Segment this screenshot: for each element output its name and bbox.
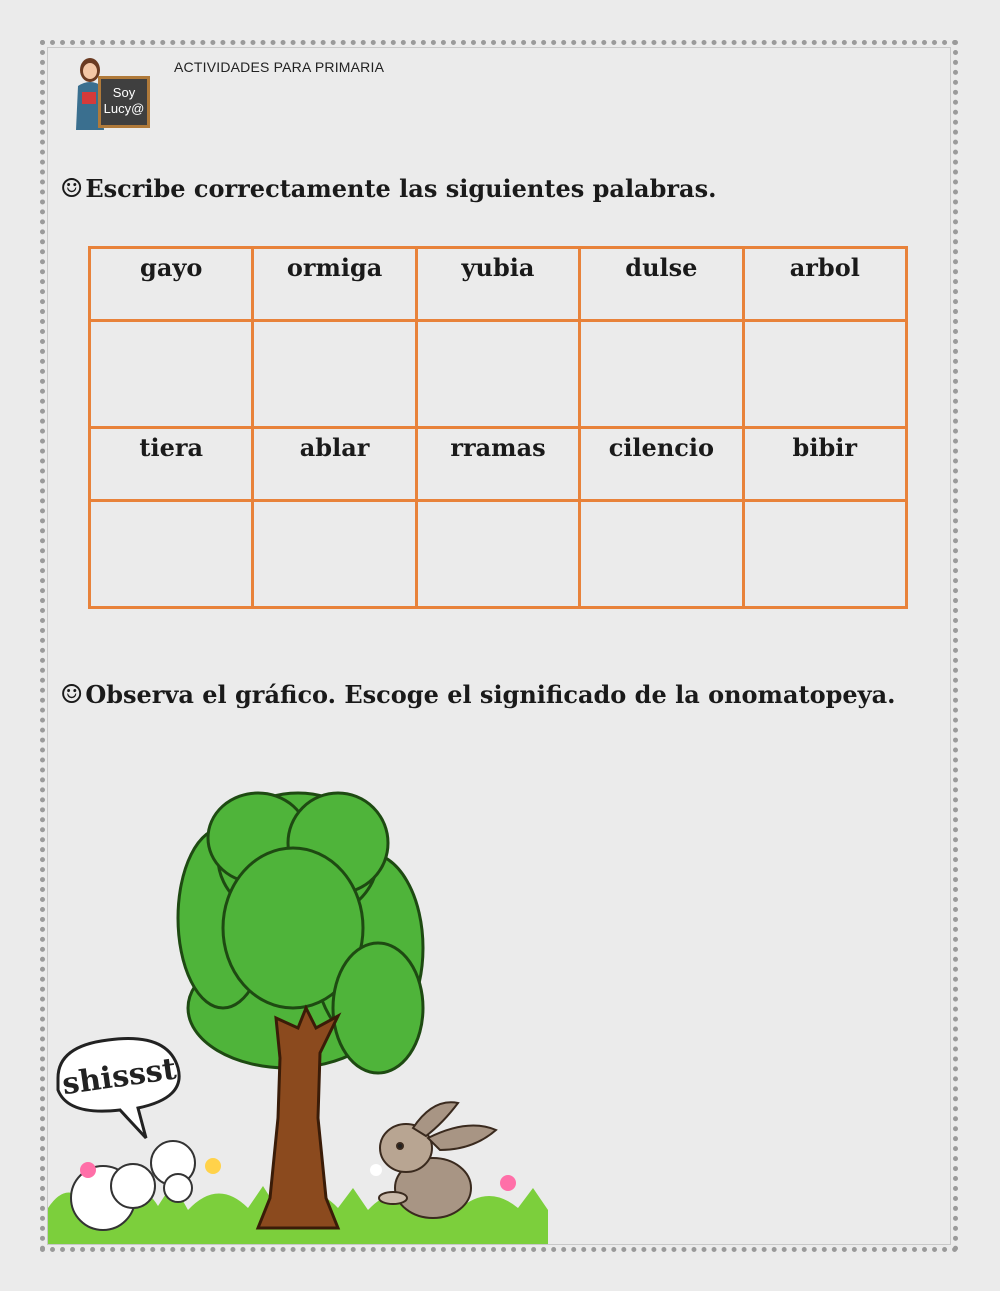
tree-illustration	[48, 778, 548, 1244]
answer-cell[interactable]	[90, 501, 253, 608]
bubble-text: shissst	[60, 1051, 179, 1103]
instruction-2	[60, 680, 896, 710]
logo	[70, 56, 154, 132]
word-cell: cilencio	[580, 428, 743, 501]
word-cell: ablar	[253, 428, 416, 501]
word-cell: dulse	[580, 248, 743, 321]
logo-line-1: Soy	[112, 85, 136, 100]
answer-cell[interactable]	[253, 321, 416, 428]
answer-cell[interactable]	[416, 321, 579, 428]
answer-cell[interactable]	[743, 321, 906, 428]
word-cell: tiera	[90, 428, 253, 501]
table-row	[90, 248, 907, 321]
answer-cell[interactable]	[416, 501, 579, 608]
instruction-1-text: Escribe correctamente las siguientes palabras.	[85, 174, 717, 203]
logo-board	[98, 76, 150, 128]
word-cell: arbol	[743, 248, 906, 321]
answer-cell[interactable]	[90, 321, 253, 428]
table-row	[90, 321, 907, 428]
word-cell: rramas	[416, 428, 579, 501]
header-title: ACTIVIDADES PARA PRIMARIA	[174, 59, 385, 75]
word-cell: gayo	[90, 248, 253, 321]
word-cell: yubia	[416, 248, 579, 321]
answer-cell[interactable]	[580, 501, 743, 608]
smiley-icon: ☺	[60, 174, 84, 204]
table-row	[90, 428, 907, 501]
answer-cell[interactable]	[253, 501, 416, 608]
logo-line-2: Lucy@	[103, 101, 145, 116]
answer-cell[interactable]	[580, 321, 743, 428]
word-cell: ormiga	[253, 248, 416, 321]
instruction-1	[60, 174, 716, 204]
words-table	[88, 246, 908, 609]
word-cell: bibir	[743, 428, 906, 501]
answer-cell[interactable]	[743, 501, 906, 608]
instruction-2-text: Observa el gráfico. Escoge el significado de la onomatopeya.	[85, 680, 896, 709]
table-row	[90, 501, 907, 608]
smiley-icon: ☺	[60, 680, 84, 710]
